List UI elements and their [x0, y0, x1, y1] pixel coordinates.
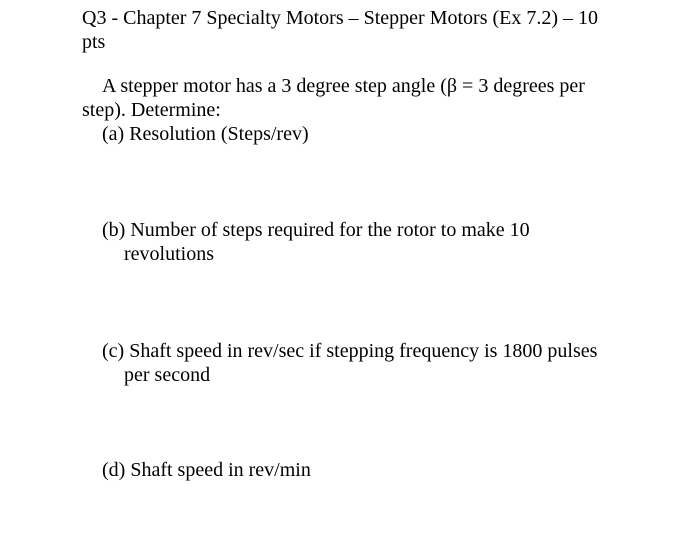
- question-b-continued: revolutions: [124, 243, 214, 265]
- problem-statement-continued: step). Determine:: [82, 99, 221, 121]
- question-c: (c) Shaft speed in rev/sec if stepping frequency is 1800 pulses: [102, 340, 598, 362]
- problem-statement: A stepper motor has a 3 degree step angle (β = 3 degrees per: [102, 75, 585, 97]
- question-title: Q3 - Chapter 7 Specialty Motors – Stepper Motors (Ex 7.2) – 10: [82, 7, 599, 29]
- question-a: (a) Resolution (Steps/rev): [102, 123, 309, 145]
- question-c-continued: per second: [124, 364, 211, 386]
- question-d: (d) Shaft speed in rev/min: [102, 459, 311, 481]
- question-title-continued: pts: [82, 31, 106, 53]
- question-b: (b) Number of steps required for the rotor to make 10: [102, 219, 530, 241]
